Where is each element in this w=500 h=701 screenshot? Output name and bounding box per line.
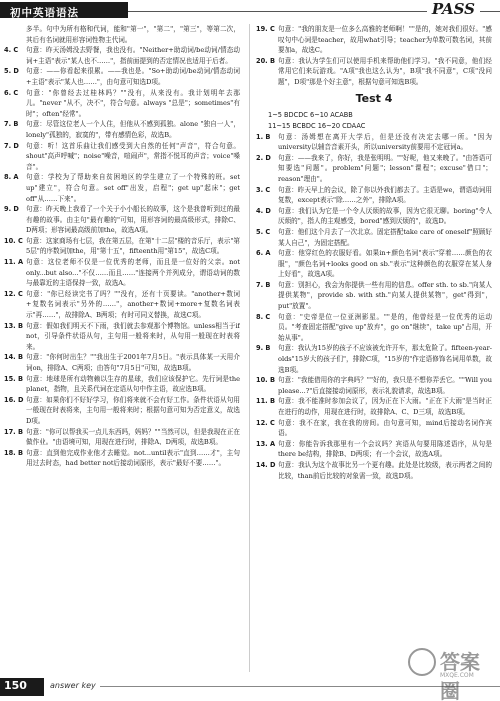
answer-key-row-2: 11~15 BCBDC 16~20 CDAAC [268,121,366,130]
answer-item [256,248,492,280]
answer-explanation: 句意：听！这首乐曲让我们感受到大自然的任何"声音"，符合句意。shout"高声呼喊"；noise"噪音，喧闹声"，常指不悦耳的声音；voice"嗓音"。 [26,141,240,171]
answer-number: 8. A [4,173,19,182]
answer-item [256,227,492,248]
answer-number: 7. B [256,280,271,289]
answer-number: 1. B [256,132,271,141]
page-header [0,0,500,22]
answer-explanation: 句意："史帝是位一位亚洲影星。""是的，他曾经是一位优秀的运动员。"考查固定搭配"give up"放弃"，go on"继续"，take up"占用，开始从事"。 [278,312,492,342]
answer-number: 4. D [256,206,271,215]
answer-explanation: 句意："你已经读完书了吗？""没有，还有十页要读。"another+数词+复数名词表示"另外的……"，another+数词+more+复数名词表示"再……"，故排除A、B两项；有时可同义替换，故选C项。 [26,289,240,320]
answer-explanation: 句意：别担心，我会为你提供一些有用的信息。offer sth. to sb."向某人提供某物"，provide sb. with sth."向某人提供某物"，get"得到"，put"放置"。 [278,280,492,311]
answer-explanation: 句意：我认为这个故事比另一个更有趣。此处是比较级，表示两者之间的比较，than前后比较的对象需一致，故选D项。 [278,460,492,480]
answer-number: 15. B [4,374,24,383]
answer-explanation: 句意："我能借用你的字典吗？""好的，我只是不想你弄丢它。""Will you please...?"后直接接动词原形，表示礼貌请求，故选B项。 [278,376,492,395]
answer-item [4,289,240,321]
answer-item [4,321,240,353]
answer-item [4,427,240,448]
page-number: 150 [4,679,27,692]
answer-number: 20. B [256,56,276,65]
answer-item [4,119,240,140]
answer-explanation: 句意：我们认为它是一个令人厌烦的故事，因为它很无聊。boring"令人厌烦的"，指人的主观感受，bored"感到厌烦的"，故选D。 [278,206,492,226]
footer-label: answer key [50,681,96,690]
right-answer-list-bottom [256,132,492,482]
brand-logo: PASS [427,0,480,18]
answer-number: 3. C [256,185,271,194]
answer-number: 9. D [4,205,19,214]
header-title-bar [0,2,128,18]
test-heading: Test 4 [355,91,393,105]
answer-number: 11. A [4,258,24,267]
answer-number: 12. C [4,289,23,298]
answer-explanation: 句意：假如我们明天不下雨，我们就去参观那个博物馆。unless相当于if not，引导条件状语从句，主句用一般将来时，从句用一般现在时表将来。 [26,321,240,351]
answer-item [256,206,492,227]
answer-number: 4. C [4,46,19,55]
answer-item [4,257,240,289]
answer-explanation: 句意：他穿红色的衣服好看。如果in+颜色名词"表示"穿着……颜色的衣服"，"颜色名词+looks good on sb."表示"这种颜色的衣服穿在某人身上好看"，故选A项。 [278,249,492,279]
answer-explanation: 句意：我不在家，我在我的房间。由句意可知，mind后接动名词作宾语。 [278,418,492,438]
watermark-text: 答案圈 [440,650,480,701]
answer-item [256,343,492,375]
answer-number: 14. B [4,353,24,362]
answer-explanation: 句意：我认为15岁的孩子不应该被允许开车，那太危险了。fifteen-year-olds"15岁大的孩子们"，排除C项，"15岁的"作定语修饰名词用单数，故选B项。 [278,344,492,374]
answer-item [256,153,492,185]
answer-item [4,395,240,427]
answer-item [4,204,240,236]
answer-item [256,24,492,56]
answer-explanation: 句意：汤姆想在离开大学后，但是还没有决定去哪一所。"因为university以辅音音素开头，所以university前要用不定冠词a。 [278,132,492,152]
answer-number: 6. C [4,88,19,97]
answer-number: 6. A [256,249,271,258]
answer-explanation: 句意："你曾经去过桂林吗？""没有，从来没有。我计划明年去那儿。"never "从不，决不"，符合句意。always "总是"；sometimes"有时"；often"经常"。 [26,88,240,118]
answer-explanation: 句意：——你看起来很累。——我也是。"So+助动词/be动词/情态动词+主语"表示"某人也……"，由句意可知选D项。 [26,67,240,86]
answer-number: 12. C [256,418,275,427]
answer-item [4,374,240,395]
answer-explanation: 句意：昨天汤姆没去野餐，我也没有。"Neither+助动词/be动词/情态动词+主语"表示"某人也不……"，指前面提到的否定情况也适用于后者。 [26,46,240,65]
answer-item [4,172,240,204]
answer-item [4,448,240,469]
content-columns [0,24,500,672]
lead-paragraph: 多半。句中为所有格和代词，能和"第一"，"第二"，"第三"，等第二次，其后有名词就用形容词性物主代词。 [26,25,240,44]
answer-item [256,439,492,460]
answer-explanation: 句意：他们这个月去了一次北京。固定搭配take care of oneself"照顾好某人自己"，为固定搭配。 [278,227,492,247]
answer-explanation: 句意：——我来了，你好，我是张明明。""好呢，他又来晚了。"由答语可知要选"问题"。problem"问题"；lesson"课程"；excuse"借口"；reason"理由"。 [278,153,492,183]
answer-explanation: 句意：这位老师不仅是一位优秀的老师，而且是一位好的父亲。not only...but also..."不仅……而且……"连接两个并列成分，谓语动词的数与最靠近的主语保持一致，故选A。 [26,258,240,288]
answer-number: 7. D [4,141,19,150]
answer-item [256,375,492,396]
answer-explanation: 句意：地球是所有动物赖以生存的星球，我们应该保护它。先行词是the planet，指物，且关系代词在定语从句中作主语，故应选B项。 [26,374,240,394]
answer-explanation: 句意：昨天早上的会议，除了你以外我们都去了。主语是we，谓语动词用复数，except表示"除……之外"，排除A项。 [278,185,492,205]
answer-explanation: 句意：昨天晚上我看了一个关于小小船长的故事，这个是我曾听到过的最有趣的故事。由主句"最有趣的"可知，用形容词的最高级形式，排除C、D两项；形容词最高级前加the，故选A项。 [26,205,240,235]
answer-explanation: 句意：这家商场有七层，我在第五层，在第"十二层"楼的音乐厅，表示"第5层"的序数词加the，用"第十五"，fifteenth用"第15"，故选C项。 [26,236,240,256]
answer-number: 16. D [4,395,24,404]
answer-explanation: 句意：我不能准时参加会议了，因为正在下大雨。"正在下大雨"是当时正在进行的动作，用现在进行时，故排除A、C、D三项，故选B项。 [278,397,492,416]
answer-number: 14. D [256,460,276,469]
book-title: 初中英语语法 [10,7,79,19]
answer-explanation: 句意：尽管这位老人一个人住，但他从不感到孤独。alone "独自一人"，lonely"孤独的，寂寞的"，带有感情色彩，故选B。 [26,120,240,139]
answer-item [256,132,492,153]
answer-number: 5. C [256,227,271,236]
left-column [4,24,240,672]
answer-number: 7. B [4,120,19,129]
answer-explanation: 句意：你能告诉我那里有一个会议吗？宾语从句要用陈述语序，从句是there be结构，排除B、D两项；有一个会议，故选A项。 [278,439,492,459]
answer-number: 8. C [256,312,271,321]
answer-item [256,56,492,88]
answer-item [4,141,240,173]
watermark-logo-icon [408,648,436,676]
answer-explanation: 句意：我认为学生们可以使用手机来帮助他们学习。"我不同意，他们经常用它们来玩游戏。"A项"我也这么认为"，B项"我不同意"，C项"没问题"，D项"那是个好主意"，根据句意可知选B项。 [278,56,492,86]
answer-explanation: 句意："我的朋友是一位多么高雅的老师啊！""是的，她对我们很好。"感叹句中心词是teacher，故用what引导；teacher为单数可数名词，其前要加a，故选C。 [278,25,492,55]
answer-explanation: 句意：学校为了帮助来自贫困地区的学生建立了一个特殊的班。set up"建立"，符合句意。set off"出发，启程"；get up"起床"；get off"从……下来"。 [26,173,240,203]
answer-number: 2. D [256,153,271,162]
answer-item [256,280,492,312]
answer-explanation: 句意："你可以帮我买一点儿东西吗，妈妈？""当然可以，但是我现在正在做作业。"由语境可知，用现在进行时，排除A、D两项，故选B项。 [26,427,240,447]
left-answer-list [4,45,240,469]
answer-number: 10. C [4,236,23,245]
answer-number: 17. B [4,427,24,436]
watermark [408,644,494,701]
answer-item [4,236,240,257]
answer-number: 18. B [4,448,24,457]
right-column [256,24,492,672]
answer-explanation: 句意：如果你们不好好学习，你们将来就不会有好工作。条件状语从句用一般现在时表将来，主句用一般将来时；根据句意可知为否定意义，故选D项。 [26,395,240,425]
answer-number: 13. B [4,321,24,330]
right-answer-list-top [256,24,492,88]
answer-item [256,312,492,344]
answer-item [4,45,240,66]
answer-number: 9. B [256,344,271,353]
answer-item [4,352,240,373]
answer-item [256,460,492,481]
answer-item [256,185,492,206]
answer-number: 11. B [256,397,276,406]
answer-number: 19. C [256,25,275,33]
watermark-url: MXQE.COM [440,672,474,679]
answer-explanation: 句意：直到他完成作业他才去睡觉。not...until表示"直到……才"，主句用过去时态，had better not后接动词原形，表示"最好不要……"。 [26,448,240,468]
answer-item [256,418,492,439]
answer-number: 13. A [256,439,276,448]
column-divider [249,24,250,672]
answer-item [4,66,240,87]
answer-item [4,88,240,120]
answer-item [256,396,492,417]
answer-number: 5. D [4,67,19,76]
answer-explanation: 句意："你何时出生？""我出生于2001年7月5日。"表示具体某一天用介词on，排除A、C两项；由答句"7月5日"可知，故选B项。 [26,353,240,372]
page-number-tab [0,678,44,696]
answer-number: 10. B [256,376,276,385]
answer-key-row-1: 1~5 BDCDC 6~10 ACABB [268,110,353,119]
